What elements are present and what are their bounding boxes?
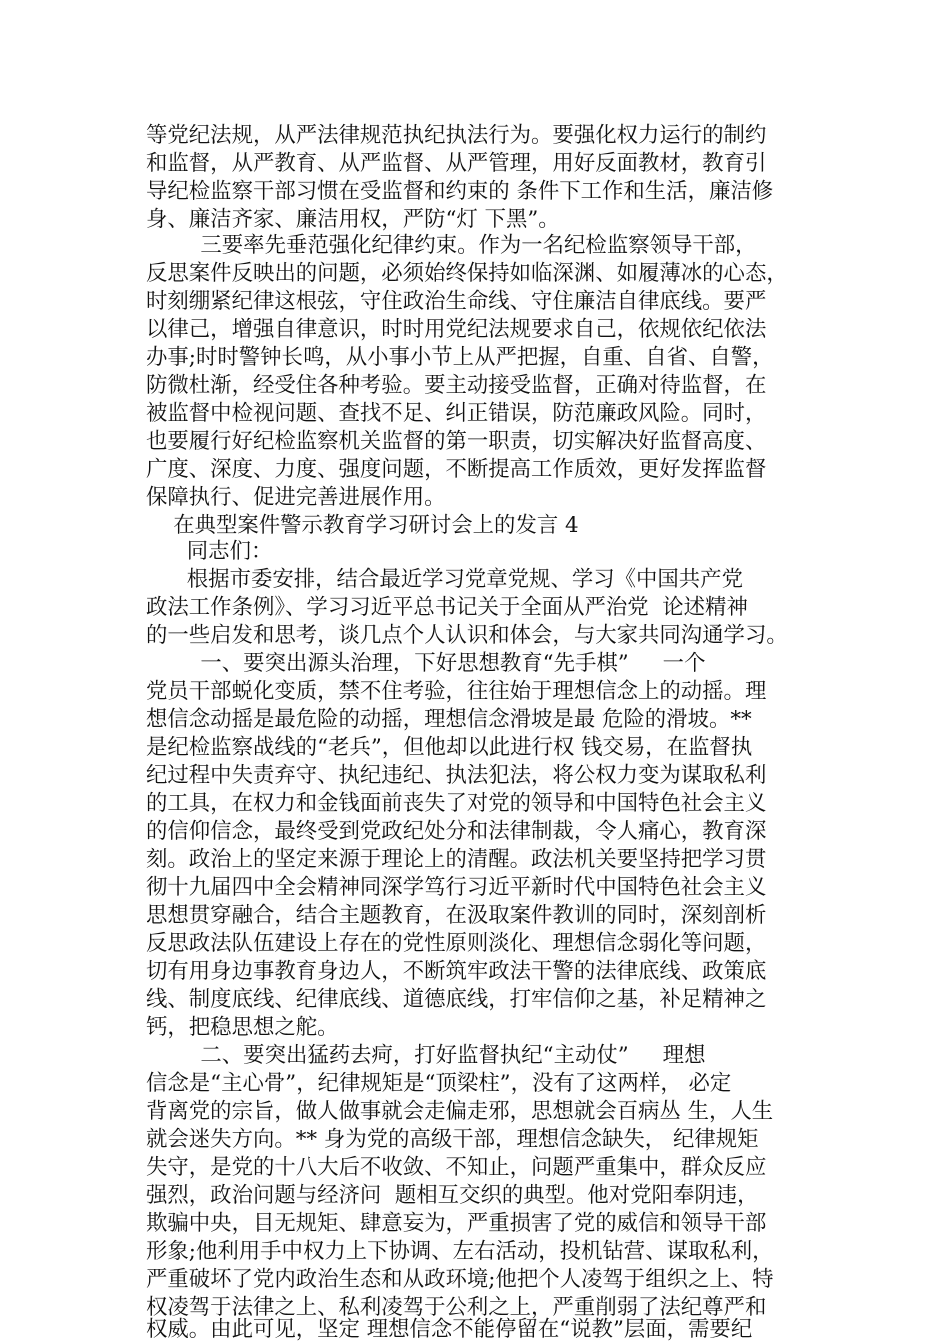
text-line: 就会迷失方向。** 身为党的高级干部，理想信念缺失， 纪律规矩 — [146, 1127, 759, 1152]
text-line: 也要履行好纪检监察机关监督的第一职责，切实解决好监督高度、 — [146, 429, 767, 454]
text-line: 等党纪法规，从严法律规范执纪执法行为。要强化权力运行的制约 — [146, 123, 767, 148]
text-line: 钙，把稳思想之舵。 — [146, 1015, 339, 1040]
text-line: 想信念动摇是最危险的动摇，理想信念滑坡是最 危险的滑坡。** — [146, 707, 752, 732]
text-line: 广度、深度、力度、强度问题，不断提高工作质效，更好发挥监督 — [146, 457, 767, 482]
text-line: 的信仰信念，最终受到党政纪处分和法律制裁，令人痛心，教育深 — [146, 819, 767, 844]
text-line: 的工具，在权力和金钱面前丧失了对党的领导和中国特色社会主义 — [146, 791, 767, 816]
text-line: 办事;时时警钟长鸣，从小事小节上从严把握，自重、自省、自警， — [146, 345, 774, 370]
text-line: 刻。政治上的坚定来源于理论上的清醒。政法机关要坚持把学习贯 — [146, 847, 767, 872]
text-line: 是纪检监察战线的“老兵”，但他却以此进行权 钱交易，在监督执 — [146, 735, 753, 760]
text-line: 切有用身边事教育身边人，不断筑牢政法干警的法律底线、政策底 — [146, 959, 767, 984]
text-line: 防微杜渐，经受住各种考验。要主动接受监督，正确对待监督，在 — [146, 373, 767, 398]
salutation: 同志们： — [146, 539, 273, 564]
text-line: 失守，是党的十八大后不收敛、不知止，问题严重集中，群众反应 — [146, 1155, 767, 1180]
text-line: 权威。由此可见，坚定 理想信念不能停留在“说教”层面，需要纪 — [146, 1317, 753, 1342]
text-line: 一、要突出源头治理，下好思想教育“先手棋” 一个 — [146, 651, 706, 676]
text-line: 反思案件反映出的问题，必须始终保持如临深渊、如履薄冰的心态， — [146, 261, 788, 286]
text-line: 保障执行、促进完善进展作用。 — [146, 485, 446, 510]
text-line: 根据市委安排，结合最近学习党章党规、学习《中国共产党 — [146, 567, 743, 592]
text-line: 彻十九届四中全会精神同深学笃行习近平新时代中国特色社会主义 — [146, 875, 767, 900]
text-line: 被监督中检视问题、查找不足、纠正错误，防范廉政风险。同时， — [146, 401, 767, 426]
text-line: 权凌驾于法律之上、私利凌驾于公利之上，严重削弱了法纪尊严和 — [146, 1295, 767, 1320]
text-line: 欺骗中央，目无规矩、肆意妄为，严重损害了党的威信和领导干部 — [146, 1211, 767, 1236]
text-line: 严重破坏了党内政治生态和从政环境;他把个人凌驾于组织之上、特 — [146, 1267, 774, 1292]
text-line: 纪过程中失责弃守、执纪违纪、执法犯法，将公权力变为谋取私利 — [146, 763, 767, 788]
text-line: 三要率先垂范强化纪律约束。作为一名纪检监察领导干部， — [146, 233, 757, 258]
text-line: 的一些启发和思考，谈几点个人认识和体会，与大家共同沟通学习。 — [146, 623, 788, 648]
text-line: 以律己，增强自律意识，时时用党纪法规要求自己，依规依纪依法 — [146, 317, 767, 342]
section-heading: 在典型案件警示教育学习研讨会上的发言 4 — [146, 513, 579, 538]
text-line: 党员干部蜕化变质，禁不住考验，往往始于理想信念上的动摇。理 — [146, 679, 767, 704]
text-line: 导纪检监察干部习惯在受监督和约束的 条件下工作和生活，廉洁修 — [146, 179, 774, 204]
text-line: 线、制度底线、纪律底线、道德底线，打牢信仰之基，补足精神之 — [146, 987, 767, 1012]
text-line: 政法工作条例》、学习习近平总书记关于全面从严治党 论述精神 — [146, 595, 748, 620]
text-line: 思想贯穿融合，结合主题教育，在汲取案件教训的同时，深刻剖析 — [146, 903, 767, 928]
text-line: 背离党的宗旨，做人做事就会走偏走邪，思想就会百病丛 生，人生 — [146, 1099, 774, 1124]
text-line: 反思政法队伍建设上存在的党性原则淡化、理想信念弱化等问题， — [146, 931, 767, 956]
text-line: 信念是“主心骨”，纪律规矩是“顶梁柱”，没有了这两样， 必定 — [146, 1071, 732, 1096]
text-line: 强烈，政治问题与经济问 题相互交织的典型。他对党阳奉阴违， — [146, 1183, 759, 1208]
text-line: 二、要突出猛药去疴，打好监督执纪“主动仗” 理想 — [146, 1043, 706, 1068]
text-line: 时刻绷紧纪律这根弦，守住政治生命线、守住廉洁自律底线。要严 — [146, 289, 767, 314]
text-line: 和监督，从严教育、从严监督、从严管理，用好反面教材，教育引 — [146, 151, 767, 176]
text-line: 身、廉洁齐家、廉洁用权，严防“灯 下黑”。 — [146, 207, 560, 232]
text-line: 形象;他利用手中权力上下协调、左右活动，投机钻营、谋取私利， — [146, 1239, 774, 1264]
